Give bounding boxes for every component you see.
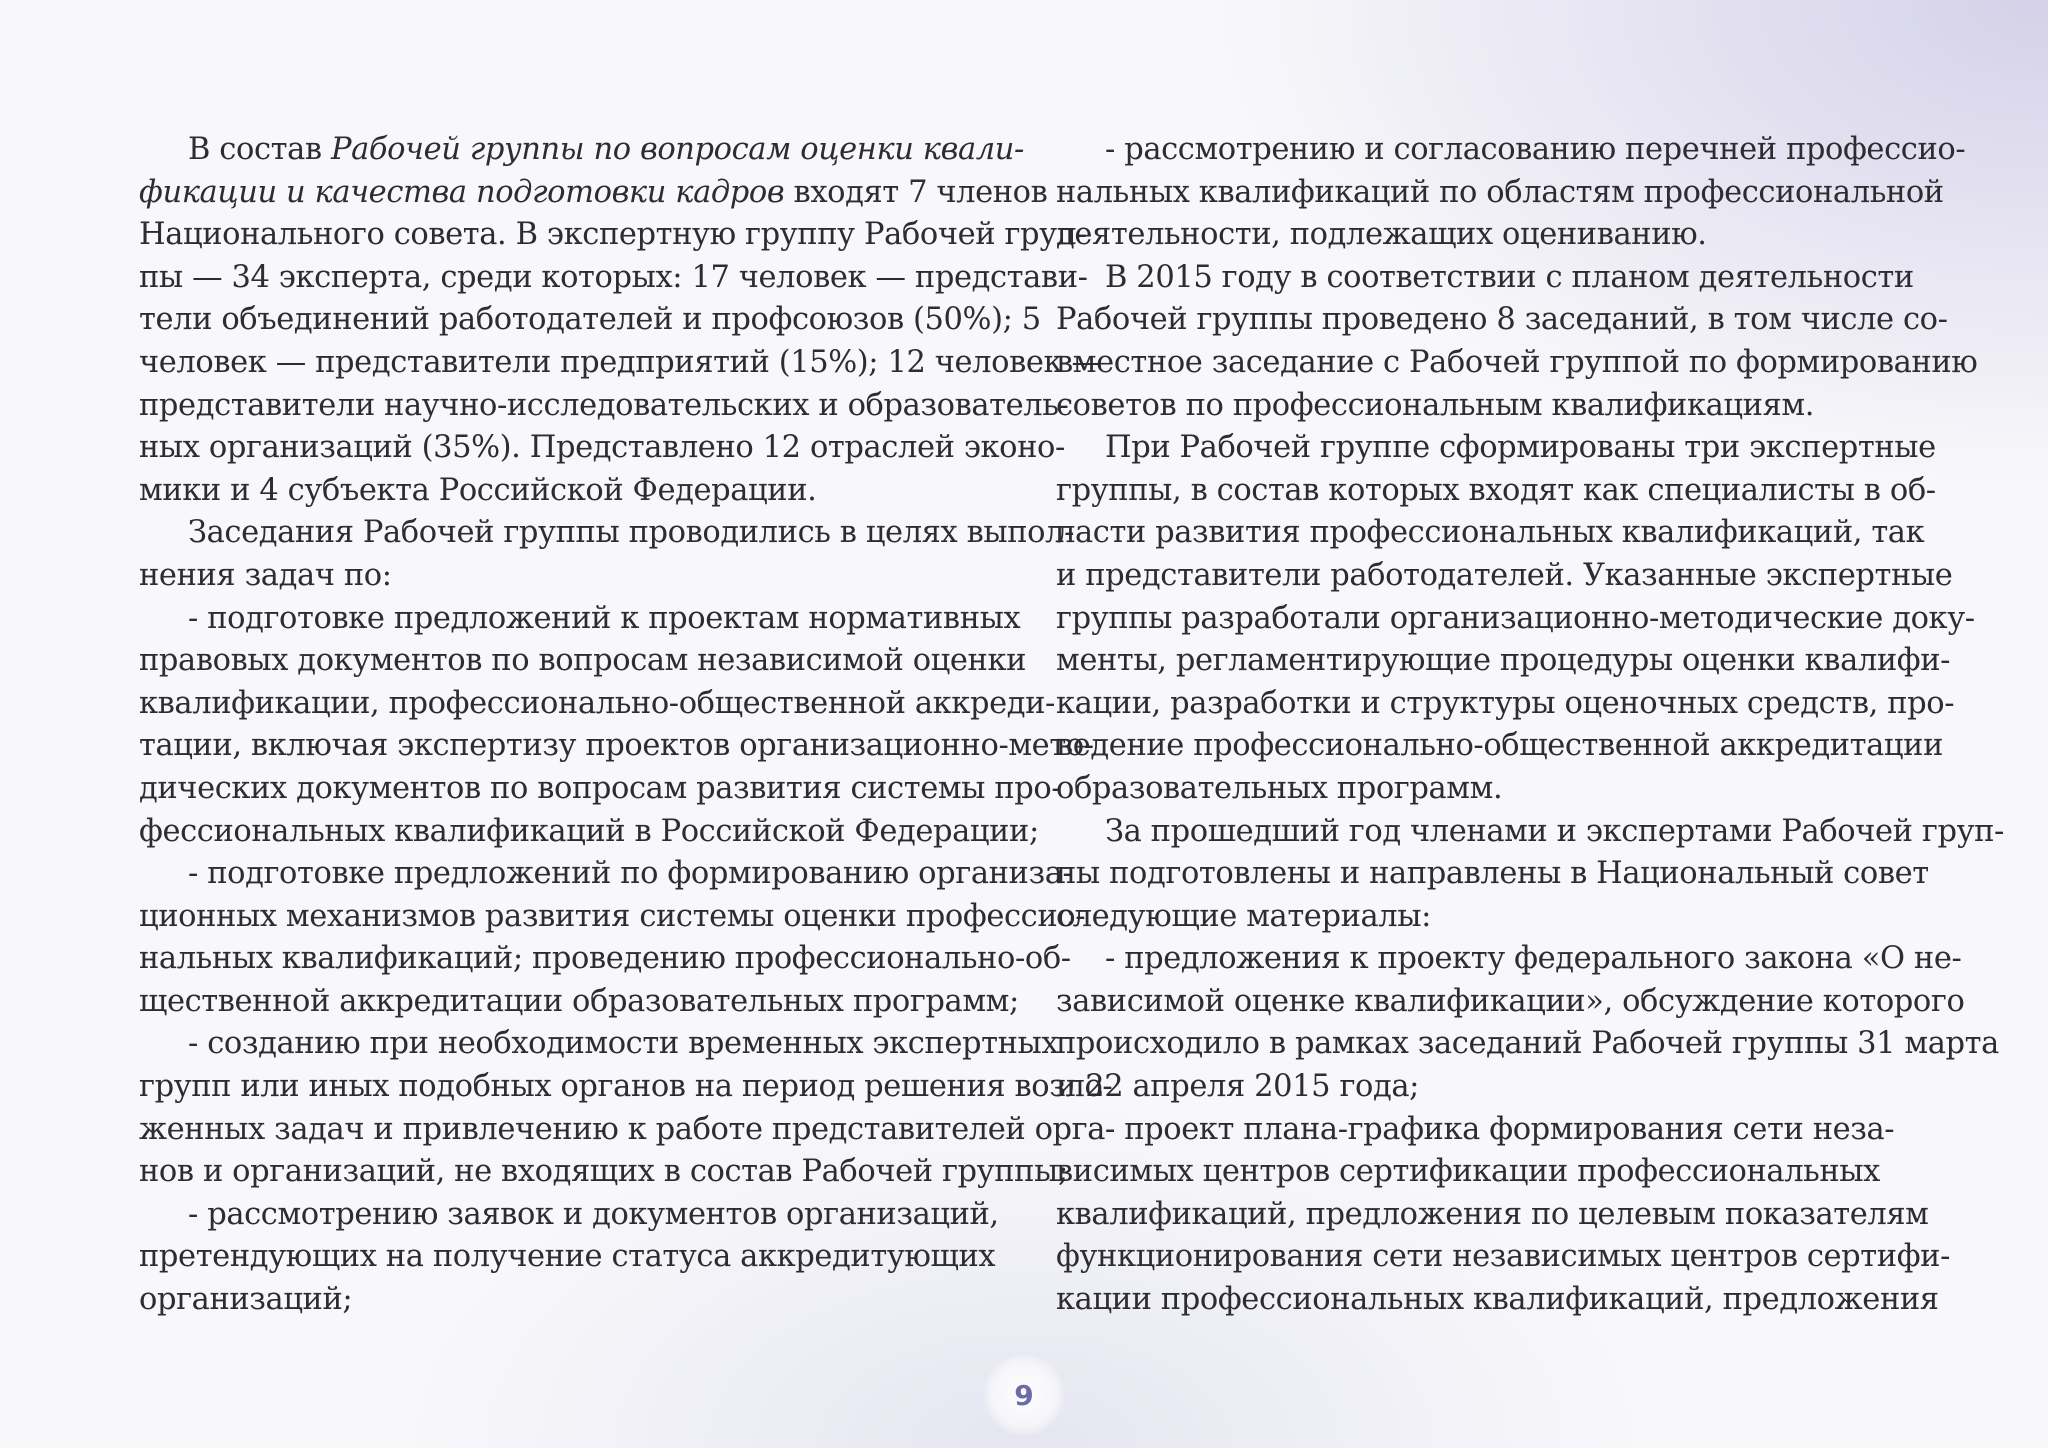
paragraph-line: деятельности, подлежащих оцениванию. bbox=[1056, 217, 1707, 253]
list-item-line: - рассмотрению и согласованию перечней профессио- bbox=[1105, 132, 1966, 167]
list-item-line: - проект плана-графика формирования сети неза- bbox=[1105, 1111, 1895, 1147]
paragraph-line: происходило в рамках заседаний Рабочей группы 31 марта bbox=[1056, 1026, 1999, 1062]
line-text: В состав bbox=[188, 132, 331, 167]
list-item-line: - предложения к проекту федерального закона «О не- bbox=[1105, 941, 1962, 977]
paragraph-line: ных организаций (35%). Представлено 12 отраслей эконо- bbox=[139, 430, 1065, 466]
paragraph-line: тели объединений работодателей и профсоюзов (50%); 5 bbox=[139, 302, 1041, 338]
paragraph-line: пы — 34 эксперта, среди которых: 17 человек — представи- bbox=[139, 259, 1088, 295]
paragraph-line: зависимой оценке квалификации», обсуждение которого bbox=[1056, 983, 1965, 1019]
paragraph-line: висимых центров сертификации профессиональных bbox=[1056, 1154, 1880, 1190]
paragraph-line bbox=[139, 172, 1048, 215]
paragraph-line: человек — представители предприятий (15%); 12 человек — bbox=[139, 344, 1102, 380]
italic-term: фикации и качества подготовки кадров bbox=[139, 174, 785, 210]
paragraph-line: правовых документов по вопросам независимой оценки bbox=[139, 643, 1027, 679]
paragraph-line: нения задач по: bbox=[139, 557, 392, 593]
paragraph-line: квалификации, профессионально-общественной аккреди- bbox=[139, 685, 1055, 721]
paragraph-line: В 2015 году в соответствии с планом деятельности bbox=[1105, 259, 1914, 295]
list-item-line: - созданию при необходимости временных экспертных bbox=[188, 1026, 1059, 1062]
line-text: входят 7 членов bbox=[784, 174, 1048, 210]
paragraph-line: функционирования сети независимых центров сертифи- bbox=[1056, 1239, 1951, 1275]
paragraph-line: квалификаций, предложения по целевым показателям bbox=[1056, 1196, 1929, 1232]
paragraph-line: ласти развития профессиональных квалификаций, так bbox=[1056, 515, 1925, 551]
paragraph-line: группы разработали организационно-методические доку- bbox=[1056, 600, 1975, 636]
paragraph-line: кации профессиональных квалификаций, предложения bbox=[1056, 1282, 1939, 1318]
paragraph-line: вместное заседание с Рабочей группой по формированию bbox=[1056, 344, 1978, 380]
page-number-badge bbox=[984, 1355, 1064, 1435]
paragraph-line: ционных механизмов развития системы оценки профессио- bbox=[139, 898, 1086, 934]
paragraph-line: тации, включая экспертизу проектов организационно-мето- bbox=[139, 728, 1094, 764]
paragraph-line: советов по профессиональным квалификациям. bbox=[1056, 387, 1815, 423]
right-column bbox=[1056, 129, 2004, 1322]
paragraph-line: менты, регламентирующие процедуры оценки квалифи- bbox=[1056, 643, 1951, 679]
paragraph-line: и представители работодателей. Указанные экспертные bbox=[1056, 557, 1953, 593]
paragraph-line: следующие материалы: bbox=[1056, 898, 1432, 934]
paragraph-line: группы, в состав которых входят как специалисты в об- bbox=[1056, 472, 1936, 508]
paragraph-line: организаций; bbox=[139, 1282, 353, 1318]
list-item-line: - рассмотрению заявок и документов организаций, bbox=[188, 1196, 999, 1232]
paragraph-line: кации, разработки и структуры оценочных средств, про- bbox=[1056, 685, 1955, 721]
paragraph-line: За прошедший год членами и экспертами Рабочей груп- bbox=[1105, 813, 2004, 849]
paragraph-line: нов и организаций, не входящих в состав Рабочей группы; bbox=[139, 1154, 1068, 1190]
paragraph-line: При Рабочей группе сформированы три экспертные bbox=[1105, 430, 1936, 466]
paragraph-line: образовательных программ. bbox=[1056, 770, 1503, 806]
paragraph-line: дических документов по вопросам развития системы про- bbox=[139, 770, 1062, 806]
paragraph-line: ведение профессионально-общественной аккредитации bbox=[1056, 728, 1944, 764]
paragraph-line: групп или иных подобных органов на период решения возло- bbox=[139, 1069, 1113, 1105]
paragraph-line: щественной аккредитации образовательных программ; bbox=[139, 983, 1019, 1019]
paragraph-line: Заседания Рабочей группы проводились в целях выпол- bbox=[188, 515, 1075, 551]
paragraph-line: мики и 4 субъекта Российской Федерации. bbox=[139, 472, 817, 508]
page-number: 9 bbox=[1014, 1378, 1034, 1412]
paragraph-line: женных задач и привлечению к работе представителей орга- bbox=[139, 1111, 1115, 1147]
list-item-line: - подготовке предложений к проектам нормативных bbox=[188, 600, 1021, 636]
paragraph-line: фессиональных квалификаций в Российской Федерации; bbox=[139, 813, 1039, 849]
italic-term: Рабочей группы по вопросам оценки квали- bbox=[330, 132, 1024, 167]
list-item-line: - подготовке предложений по формированию организа- bbox=[188, 856, 1073, 892]
paragraph-line: представители научно-исследовательских и образователь- bbox=[139, 387, 1069, 423]
paragraph-line: нальных квалификаций; проведению профессионально-об- bbox=[139, 941, 1071, 977]
paragraph-line: пы подготовлены и направлены в Национальный совет bbox=[1056, 856, 1929, 892]
paragraph-line: и 22 апреля 2015 года; bbox=[1056, 1069, 1420, 1105]
left-column bbox=[139, 129, 1115, 1322]
paragraph-line: Рабочей группы проведено 8 заседаний, в том числе со- bbox=[1056, 302, 1948, 338]
paragraph-line bbox=[139, 129, 1029, 172]
paragraph-line: претендующих на получение статуса аккредитующих bbox=[139, 1239, 996, 1275]
paragraph-line: нальных квалификаций по областям профессиональной bbox=[1056, 174, 1944, 210]
paragraph-line: Национального совета. В экспертную группу Рабочей груп- bbox=[139, 217, 1087, 253]
